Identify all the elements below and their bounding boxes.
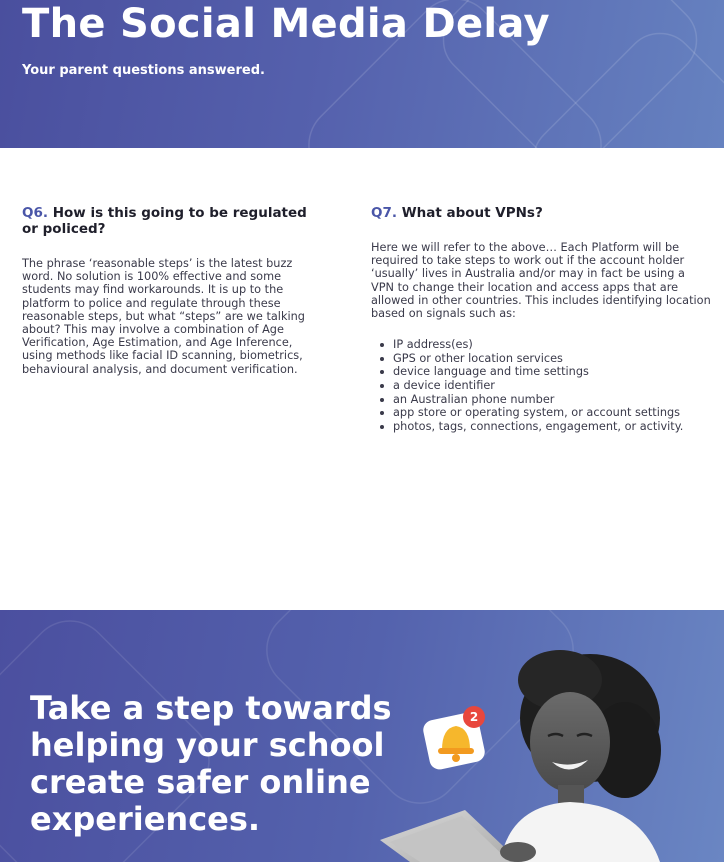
question-number: Q7. — [371, 205, 397, 221]
question-text: What about VPNs? — [401, 205, 543, 221]
header-banner — [0, 0, 724, 148]
list-item: GPS or other location services — [371, 352, 711, 366]
question-block-q6 — [22, 205, 322, 376]
call-to-action-text: Take a step towards helping your school create safer online experiences. — [30, 689, 392, 838]
list-item: a device identifier — [371, 379, 711, 393]
question-text: How is this going to be regulated or policed? — [22, 205, 307, 237]
footer-banner — [0, 610, 724, 862]
question-heading — [371, 205, 711, 221]
list-item: photos, tags, connections, engagement, or activity. — [371, 420, 711, 434]
list-item: app store or operating system, or account settings — [371, 406, 711, 420]
question-number: Q6. — [22, 205, 48, 221]
list-item: an Australian phone number — [371, 393, 711, 407]
question-block-q7 — [371, 205, 711, 433]
question-heading — [22, 205, 322, 237]
answer-text: The phrase ‘reasonable steps’ is the latest buzz word. No solution is 100% effective and some students may find workarounds. It is up to the platform to police and regulate through these reasonable steps, but what “steps” are we talking about? This may involve a combination of Age Verification, Age Estimation, and Age Inference, using methods like facial ID scanning, biometrics, behavioural analysis, and document verification. — [22, 257, 305, 376]
list-item: device language and time settings — [371, 365, 711, 379]
page-subtitle: Your parent questions answered. — [22, 63, 265, 78]
location-signals-list — [371, 338, 711, 433]
answer-text: Here we will refer to the above… Each Platform will be required to take steps to work out if the account holder ‘usually’ lives in Australia and/or may in fact be using a VPN to change their location and access apps that are allowed in other countries. This includes identifying location based on signals such as: — [371, 241, 711, 321]
list-item: IP address(es) — [371, 338, 711, 352]
notification-badge: 2 — [463, 706, 485, 728]
page-title: The Social Media Delay — [22, 1, 550, 47]
